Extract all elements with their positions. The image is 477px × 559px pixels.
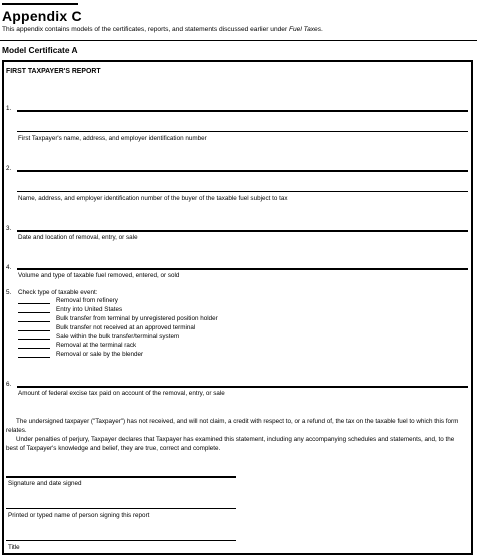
form-header: FIRST TAXPAYER'S REPORT — [6, 68, 101, 75]
perjury-declaration: Under penalties of perjury, Taxpayer declares that Taxpayer has examined this statement, including any accompanying schedules and statements, and, to the best of Taxpayer's knowledge and belief, they are true, correct and complete. — [6, 436, 455, 452]
field-3-label: Date and location of removal, entry, or sale — [18, 234, 138, 241]
top-rule — [2, 3, 78, 5]
appendix-description: This appendix contains models of the certificates, reports, and statements discussed earlier under Fuel Taxes. — [2, 26, 323, 33]
title-line[interactable] — [6, 540, 236, 541]
page-title: Appendix C — [2, 8, 82, 24]
signature-label: Signature and date signed — [8, 480, 82, 487]
fuel-taxes-ref: Fuel Taxes — [288, 26, 321, 33]
event-checkline-bulk-not-received[interactable] — [18, 330, 50, 331]
signature-line[interactable] — [6, 476, 236, 478]
event-checkline-sale-within[interactable] — [18, 339, 50, 340]
field-6-input-line[interactable] — [17, 386, 468, 388]
event-checkline-blender[interactable] — [18, 357, 50, 358]
event-checkline-bulk-unregistered[interactable] — [18, 321, 50, 322]
field-2-input-line-2[interactable] — [17, 191, 468, 192]
event-option-terminal-rack: Removal at the terminal rack — [56, 342, 137, 349]
event-option-blender: Removal or sale by the blender — [56, 351, 144, 358]
certificate-title: Model Certificate A — [2, 45, 78, 55]
no-credit-statement: The undersigned taxpayer ("Taxpayer") has not received, and will not claim, a credit with respect to, or a refund of, the tax on the taxable fuel to which this form relates. — [6, 418, 459, 434]
field-1-input-line[interactable] — [17, 110, 468, 112]
event-option-bulk-not-received: Bulk transfer not received at an approved terminal — [56, 324, 196, 331]
field-3-number: 3. — [6, 225, 12, 232]
field-1-label: First Taxpayer's name, address, and employer identification number — [18, 135, 207, 142]
field-4-input-line[interactable] — [17, 268, 468, 270]
printed-name-label: Printed or typed name of person signing this report — [8, 512, 150, 519]
section-divider — [0, 40, 477, 41]
event-option-bulk-unregistered: Bulk transfer from terminal by unregistered position holder — [56, 315, 218, 322]
event-checkline-terminal-rack[interactable] — [18, 348, 50, 349]
field-5-number: 5. — [6, 289, 12, 296]
event-option-entry: Entry into United States — [56, 306, 123, 313]
field-4-label: Volume and type of taxable fuel removed, entered, or sold — [18, 272, 180, 279]
title-label: Title — [8, 544, 20, 551]
event-checkline-entry[interactable] — [18, 312, 50, 313]
field-6-number: 6. — [6, 381, 12, 388]
field-2-number: 2. — [6, 165, 12, 172]
field-5-label: Check type of taxable event: — [18, 289, 98, 296]
event-option-refinery: Removal from refinery — [56, 297, 118, 304]
field-4-number: 4. — [6, 264, 12, 271]
event-option-sale-within: Sale within the bulk transfer/terminal system — [56, 333, 180, 340]
field-1-number: 1. — [6, 105, 12, 112]
printed-name-line[interactable] — [6, 508, 236, 509]
field-2-input-line[interactable] — [17, 170, 468, 172]
field-6-label: Amount of federal excise tax paid on account of the removal, entry, or sale — [18, 390, 225, 397]
field-2-label: Name, address, and employer identification number of the buyer of the taxable fuel subject to tax — [18, 195, 288, 202]
field-1-input-line-2[interactable] — [17, 131, 468, 132]
field-3-input-line[interactable] — [17, 230, 468, 232]
event-checkline-refinery[interactable] — [18, 303, 50, 304]
